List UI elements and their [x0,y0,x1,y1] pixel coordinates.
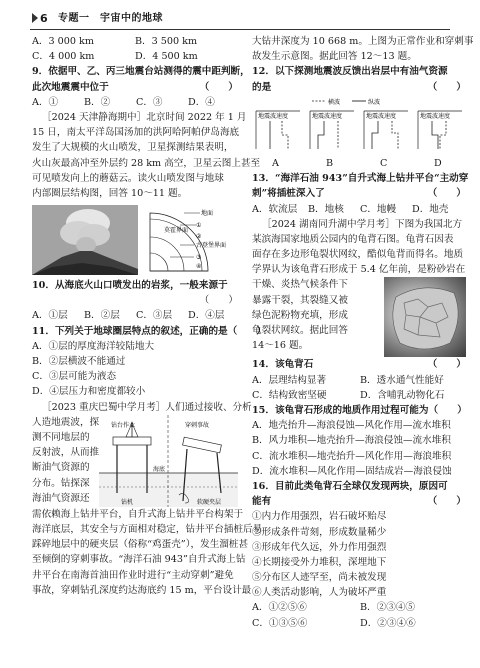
q9-option-c[interactable]: C．③ [136,96,163,108]
passage1-line-1: ［2024 天津静海期中］北京时间 2022 年 1 月 [42,111,247,123]
q16-item-2: ②形成条件苛刻，形成数量稀少 [252,526,387,538]
passage2-bottom-5: 井平台在南海首油田作业时进行“主动穿刺”避免 [32,569,234,581]
volcano-eruption-photo [32,205,138,275]
label-rig-leg: 钻机 [121,498,134,506]
q14-option-d[interactable]: D．含哺乳动物化石 [360,389,445,401]
page-number: 6 [40,12,48,25]
earth-layers-diagram [144,205,236,275]
q12-option-a[interactable]: A [272,157,279,169]
drilling-platform-diagram [99,415,238,507]
right-column [252,34,474,631]
q16-answer-bracket[interactable]: （ ） [427,496,466,508]
q15-option-b[interactable]: B．风力堆积—地壳抬升—海浪侵蚀—流水堆积 [252,435,451,447]
passage2-top: ［2023 重庆巴蜀中学月考］人们通过接收、分析 [42,401,252,413]
q12-stem-line-1: 12．以下探测地震波反馈出岩层中有油气资源 [252,66,448,78]
q10-stem [32,278,238,293]
label-rig-operation: 钻台作业 [111,421,136,429]
graph-d[interactable] [418,111,462,149]
q13-answer-bracket[interactable]: （ ） [427,188,466,200]
graph-c[interactable] [364,111,408,149]
q11-option-b[interactable]: B．②层横波不能通过 [32,356,126,367]
q10-bracket-line [32,293,238,308]
q16-options-row-1 [252,600,466,615]
q15-stem: 15．该龟背石形成的地质作用过程可能为（ ） [252,405,467,417]
q9-option-b[interactable]: B．② [84,96,111,108]
q14-option-a[interactable]: A．层理结构显著 [252,374,327,386]
q14-stem [252,357,466,372]
graph-d-title: 地震波速度 [420,112,451,120]
q16-item-1: ①内力作用强烈，岩石破坏贻尽 [252,511,387,523]
q14-option-c[interactable]: C．结构致密坚硬 [252,389,327,401]
label-seabed: 海底 [153,465,166,473]
q8-option-c[interactable]: C．4 000 km [32,51,95,63]
q15-option-d[interactable]: D．流水堆积—风化作用—固结成岩—海浪侵蚀 [252,465,452,477]
q10-options [32,308,238,323]
q14-options-row-1 [252,373,466,388]
q14-stem-text: 14．该龟背石 [252,359,314,371]
page-header [30,8,450,30]
passage3-side-line-1: 干燥、炎热气候条件下 [252,279,348,291]
q16-option-c[interactable]: C．①③⑤⑥ [252,617,308,629]
label-layer-2: ② [196,233,202,241]
q10-answer-bracket[interactable]: （ ） [199,295,238,307]
q12-options [252,156,466,171]
q13-option-a[interactable]: A．软流层 [252,203,298,215]
passage3-line-3: 面存在多边形龟裂状网纹，酷似龟背而得名。地质 [252,249,464,261]
passage2-bottom-3: 踩碎地层中的硬夹层（俗称“鸡蛋壳”），发生溜桩甚 [32,539,249,551]
q16-stem-line-1: 16．目前此类龟背石全球仅发现两块，原因可 [252,480,448,492]
passage1-line-4: 火山灰最高冲至外层约 28 km 高空，卫星云图上甚至 [32,157,261,169]
graph-b[interactable] [310,111,354,149]
turtle-back-stone-photo [384,277,466,357]
label-gutenberg: 古登堡界面 [196,242,227,250]
q16-item-5: ⑤分布区人迹罕至，尚未被发现 [252,572,387,584]
label-surface: 地面 [201,210,214,218]
continued-line-1: 大钻井深度为 10 668 m。上图为正常作业和穿刺事 [252,36,474,47]
q16-option-a[interactable]: A．①②⑤⑥ [252,602,307,614]
passage3-line-4: 学界认为该龟背石形成于 5.4 亿年前，是粉砂岩在 [252,264,466,276]
q11-option-a[interactable]: A．①层的厚度海洋较陆地大 [32,340,155,352]
q14-answer-bracket[interactable]: （ ） [427,359,466,371]
passage2-side-line-1: 人造地震波，探 [32,416,100,428]
q10-option-c[interactable]: C．③层 [136,310,173,322]
passage2-side-line-4: 断油气资源的 [32,462,90,474]
passage1-line-5: 可见喷发向上的蘑菇云。读火山喷发图与地球 [32,172,224,184]
q13-option-c[interactable]: C．地幔 [360,203,397,215]
q15-option-a[interactable]: A．地壳抬升—海浪侵蚀—风化作用—流水堆积 [252,420,451,432]
q9-answer-bracket[interactable]: （ ） [199,81,238,93]
passage2-bottom-6: 事故，穿刺钻孔深度约达海底约 15 m，平台设计最 [32,584,252,596]
q13-stem-text: 刺”将插桩深入了 [252,188,325,200]
q11-option-d[interactable]: D．④层压力和密度都较小 [32,386,146,398]
q16-stem-text: 能有 [252,496,272,508]
q12-option-c[interactable]: C [380,157,388,169]
q12-answer-bracket[interactable]: （ ） [427,81,466,93]
q13-option-b[interactable]: B．地核 [308,203,344,215]
passage1-line-6: 内部圈层结构图，回答 10～11 题。 [32,187,188,199]
q10-option-d[interactable]: D．④层 [188,310,225,322]
q11-option-c[interactable]: C．③层可能为液态 [32,371,117,383]
graph-c-title: 地震波速度 [366,112,397,120]
q11-stem: 11．下列关于地球圈层特点的叙述，正确的是（ ） [32,325,267,337]
q12-stem-text: 的是 [252,81,272,93]
passage2-side-line-6: 海油气资源还 [32,492,90,504]
label-puncture-accident: 穿刺事故 [185,421,210,429]
passage3-line-1: ［2024 湖南同升湖中学月考］下图为我国北方 [262,218,463,230]
legend-p-wave: 纵波 [368,98,381,106]
passage3-line-2: 某滨海国家地质公园内的龟背石图。龟背石因表 [252,233,454,245]
q14-options-row-2 [252,388,466,403]
q8-options-row-1 [32,34,238,49]
chapter-title: 专题一 宇宙中的地球 [58,13,163,24]
passage3-wrap [252,277,466,357]
q8-option-b[interactable]: B．3 500 km [135,36,198,47]
label-moho: 莫霍界面 [164,227,189,235]
passage2-side-text [32,415,100,507]
label-soft-hard-layer: 软硬夹层 [197,498,222,506]
q16-option-b[interactable]: B．②③④⑤ [360,602,416,614]
q16-item-6: ⑥人类活动影响，人为破坏严重 [252,587,387,599]
q16-item-4: ④长期接受外力堆积，深埋地下 [252,556,387,568]
q16-option-d[interactable]: D．②③④⑥ [360,617,416,629]
q13-options [252,202,466,217]
continued-line-2: 故发生示意图。据此回答 12～13 题。 [252,51,417,63]
q16-options-row-2 [252,616,466,631]
q10-option-b[interactable]: B．②层 [84,310,120,322]
graph-a-title: 地震波速度 [258,112,289,120]
passage2-side-line-3: 反射波，从而推 [32,447,100,459]
passage3-side-line-5: 14～16 题。 [252,340,309,352]
q13-stem-line-2 [252,186,466,201]
q12-option-b[interactable]: B [326,157,334,169]
q16-item-3: ③形成年代久远，外力作用强烈 [252,541,387,553]
q9-stem-text: 此次地震震中位于 [32,81,109,93]
label-layer-4: ④ [196,263,202,271]
q16-stem-line-2 [252,494,466,509]
passage1-line-2: 15 日，南太平洋岛国汤加的洪阿哈阿帕伊岛海底 [32,127,240,139]
q8-options-row-2 [32,49,238,64]
passage3-side-line-3: 绿色泥粉物充填，形成 [252,309,348,321]
header-marker-icon [32,13,38,23]
label-layer-3: ③ [196,254,202,262]
q10-stem-text: 10．从海底火山口喷发出的岩浆，一般来源于 [32,280,228,292]
q9-option-a[interactable]: A．① [32,96,59,108]
passage2-side-line-2: 测不同地层的 [32,431,90,443]
passage2-wrap [32,415,238,507]
q13-stem-line-1: 13．“海洋石油 943”自升式海上钻井平台“主动穿 [252,173,469,185]
passage2-bottom-2: 海洋底层，其安全与方面相对稳定，钻井平台插桩后易 [32,523,263,535]
q10-option-a[interactable]: A．①层 [32,310,68,322]
label-layer-1: ① [196,222,202,230]
passage1-line-3: 发生了大规模的火山喷发，卫星探测结果表明， [32,142,234,154]
passage2-bottom-4: 至倾倒的穿刺事故。“海洋石油 943”自升式海上钻 [32,554,246,566]
graph-a[interactable] [256,111,300,149]
passage2-bottom-1: 需依赖海上钻井平台，自升式海上钻井平台构架于 [32,508,244,520]
seismic-wave-graphs [252,95,466,151]
q8-option-d[interactable]: D．4 500 km [135,51,198,63]
q9-stem-line-2 [32,80,238,95]
q9-option-d[interactable]: D．④ [188,96,215,108]
q13-option-d[interactable]: D．地壳 [412,203,449,215]
q12-stem-line-2 [252,80,466,95]
passage2-side-line-5: 分布。钻探深 [32,477,90,489]
q8-option-a[interactable]: A．3 000 km [32,36,94,47]
passage3-side-line-4: 龟裂状网纹。据此回答 [252,325,348,337]
q15-option-c[interactable]: C．流水堆积—地壳抬升—风化作用—海浪堆积 [252,450,452,462]
q12-option-d[interactable]: D [434,157,442,169]
volcano-figure-row [32,205,238,275]
q9-stem-line-1: 9．依据甲、乙、丙三地震台站测得的震中距判断， [32,66,250,78]
passage3-side-line-2: 暴露干裂，其裂缝又被 [252,294,348,306]
passage3-side-text [252,277,379,357]
graph-b-title: 地震波速度 [312,112,343,120]
q9-options [32,95,238,110]
legend-s-wave: 横波 [328,98,341,106]
q14-option-b[interactable]: B．透水通气性能好 [360,374,444,386]
